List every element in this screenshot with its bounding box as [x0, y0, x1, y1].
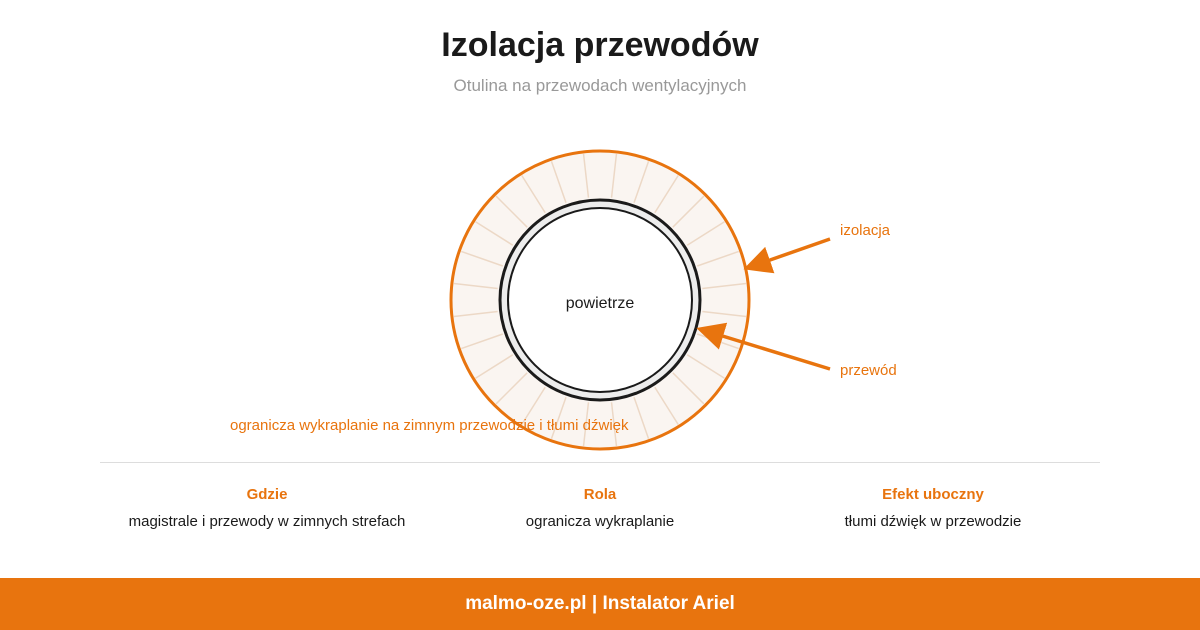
page-title: Izolacja przewodów — [441, 26, 759, 64]
duct-label: przewód — [840, 362, 897, 379]
fact-role — [420, 486, 780, 530]
page-subtitle: Otulina na przewodach wentylacyjnych — [453, 76, 747, 95]
fact-side-effect-value: tłumi dźwięk w przewodzie — [844, 513, 1022, 530]
footer-bar — [0, 578, 1200, 630]
fact-where-label: Gdzie — [246, 486, 288, 503]
fact-role-label: Rola — [583, 486, 617, 503]
footer-text: malmo-oze.pl | Instalator Ariel — [465, 593, 735, 614]
fact-side-effect-label: Efekt uboczny — [882, 486, 984, 503]
fact-role-value: ogranicza wykraplanie — [525, 513, 675, 530]
insulation-arrow — [750, 239, 830, 267]
section-divider — [100, 462, 1100, 463]
air-label: powietrze — [565, 295, 635, 312]
fact-side-effect — [753, 486, 1113, 530]
fact-where — [87, 486, 447, 530]
fact-where-value: magistrale i przewody w zimnych strefach — [128, 513, 406, 530]
diagram-caption: ogranicza wykraplanie na zimnym przewodzie i tłumi dźwięk — [230, 417, 629, 434]
insulation-label: izolacja — [840, 222, 891, 239]
